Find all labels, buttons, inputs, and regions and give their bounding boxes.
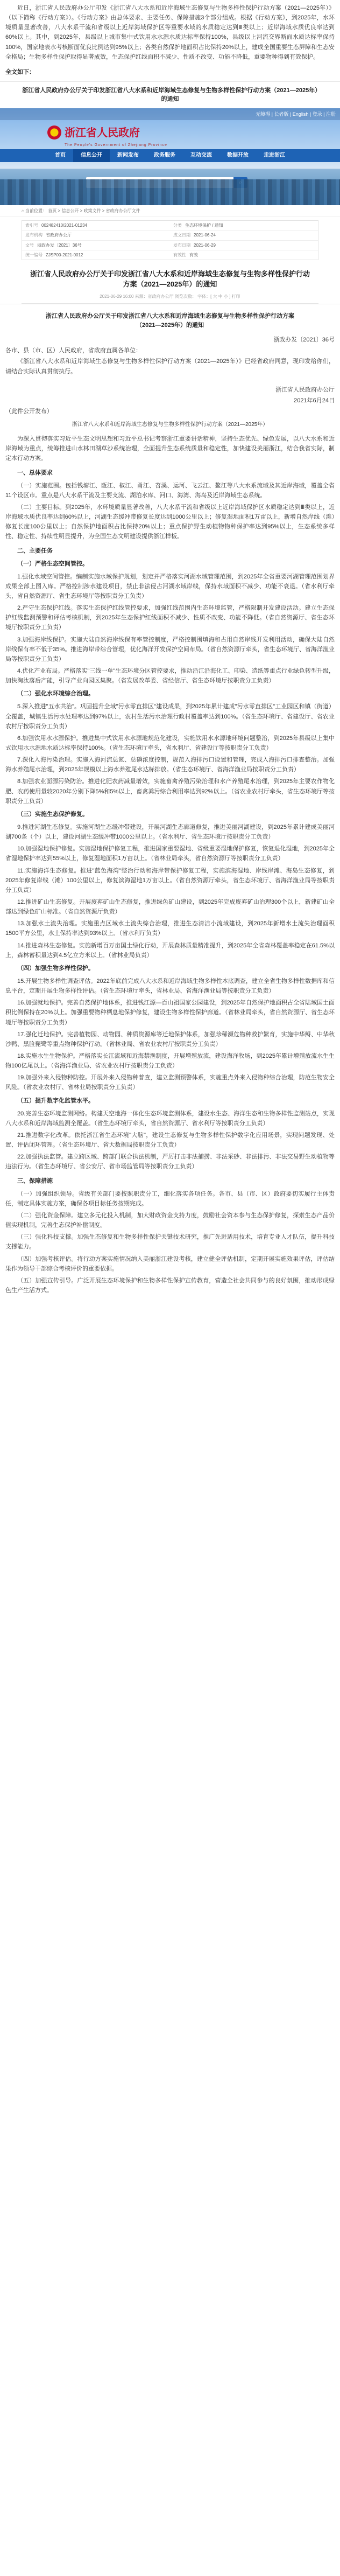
- main-menu: [0, 149, 340, 162]
- document-meta-table: [22, 220, 318, 260]
- meta-row: [22, 231, 318, 240]
- meta-row: [22, 221, 318, 231]
- subsection-paragraph: 6.加强饮用水水源保护。推进集中式饮用水水源地规范化建设，实施饮用水水源地环境问题整治，到2025年县级以上集中式饮用水水源地水质达标率保持100%。（省生态环境厅牵头，省水利厅、省建设厅等按职责分工负责）: [5, 735, 335, 752]
- national-emblem-icon: [47, 125, 61, 139]
- menu-item[interactable]: 首页: [55, 152, 66, 158]
- subsection-paragraph: 19.加强外来入侵物种防控。开展外来入侵物种普查，建立监测预警体系，实施重点外来入侵物种综合治理，防范生物安全风险。（省农业农村厅、省林业局按职责分工负责）: [5, 1074, 335, 1091]
- site-logo-text: 浙江省人民政府: [65, 127, 140, 139]
- section-heading: 一、总体要求: [17, 469, 53, 476]
- subsection-paragraph: 9.推进河湖生态修复。实施河湖生态缓冲带建设，开展河湖生态廊道修复，推进美丽河湖建设，到2025年累计建成美丽河湖700条（个）以上，建设河湖生态缓冲带1000公里以上。（省水利厅、省生态环境厅按职责分工负责）: [5, 824, 335, 841]
- site-banner: [0, 108, 340, 205]
- section-paragraph: （五）加强宣传引导。广泛开展生态环境保护和生物多样性保护宣传教育，营造全社会共同参与的良好氛围，推动形成绿色生产生活方式。: [5, 1277, 335, 1294]
- meta-key: 成文日期: [173, 233, 190, 238]
- subsection-paragraph: 8.加强农业面源污染防治。推进化肥农药减量增效，实施畜禽养殖污染治理和水产养殖尾水治理，到2025年主要农作物化肥、农药使用量较2020年分别下降5%和5%以上，畜禽粪污综合利用率达到92%以上。（省农业农村厅牵头，省生态环境厅等按职责分工负责）: [5, 778, 335, 805]
- plan-title: 浙江省八大水系和近岸海域生态修复与生物多样性保护行动方案（2021—2025年）: [72, 422, 268, 428]
- meta-cell: [22, 250, 170, 260]
- meta-key: 文号: [25, 242, 34, 248]
- subsection-heading: （三）实施生态保护修复。: [17, 811, 88, 818]
- screenshot-header-title: 浙江省人民政府办公厅关于印发浙江省八大水系和近岸海域生态修复与生物多样性保护行动方案（2021—2025年）的通知: [22, 87, 318, 103]
- subsection-paragraph: 22.加强执法监管。建立跨区域、跨部门联合执法机制，严厉打击非法捕捞、非法采砂、非法排污、非法交易野生动植物等违法行为。（省生态环境厅、省公安厅、省市场监管局等按职责分工负责）: [5, 1154, 335, 1170]
- menu-item[interactable]: 走进浙江: [264, 152, 285, 158]
- issue-date: 2021年6月24日: [294, 397, 335, 404]
- site-logo[interactable]: [65, 124, 167, 149]
- subsection-paragraph: 16.加强就地保护。完善自然保护地体系，推进钱江源—百山祖国家公园建设，到2025年自然保护地面积占全省陆域国土面积比例保持在20%以上。加强重要物种栖息地保护修复，建设生物多样性保护廊道。（省林业局牵头，省自然资源厅、省生态环境厅等按职责分工负责）: [5, 1000, 335, 1026]
- section-paragraph: （一）加强组织领导。省级有关部门要按照职责分工，细化落实各项任务。各市、县（市、区）政府要切实履行主体责任，制定具体实施方案，确保各项目标任务按期完成。: [5, 1190, 335, 1207]
- subsection-paragraph: 12.推进矿山生态修复。开展废弃矿山生态修复，推进绿色矿山建设，到2025年完成废弃矿山治理300个以上，新建矿山全部达到绿色矿山标准。（省自然资源厅负责）: [5, 899, 335, 916]
- meta-cell: [170, 250, 318, 260]
- subsection-paragraph: 7.深化入海污染治理。实施入海河流总氮、总磷浓度控制，规范入海排污口设置和管理，完成入海排污口排查整治。加强海水养殖尾水治理，到2025年规模以上海水养殖尾水达标排放。（省生态环境厅、省海洋渔业局按职责分工负责）: [5, 757, 335, 773]
- subsection-heading: （五）提升数字化监管水平。: [17, 1097, 94, 1104]
- city-skyline-image: [0, 179, 340, 205]
- menu-item[interactable]: 互动交流: [190, 152, 212, 158]
- meta-value: 002482410/2021-01234: [41, 223, 87, 228]
- notice-title: 浙江省人民政府办公厅关于印发浙江省八大水系和近岸海域生态修复与生物多样性保护行动方案（2021—2025年）的通知: [46, 313, 294, 329]
- menu-item[interactable]: 数据开放: [227, 152, 249, 158]
- document-title: 浙江省人民政府办公厅关于印发浙江省八大水系和近岸海域生态修复与生物多样性保护行动方案（2021—2025年）的通知: [30, 269, 310, 289]
- meta-row: [22, 241, 318, 250]
- subsection-paragraph: 20.完善生态环境监测网络。构建天空地海一体化生态环境监测体系，建设水生态、海洋生态和生物多样性监测站点，实现八大水系和近岸海域监测全覆盖。（省生态环境厅牵头，省自然资源厅、省水利厅等按职责分工负责）: [5, 1110, 335, 1127]
- meta-key: 有效性: [173, 252, 186, 257]
- meta-value: 生态环境保护 / 通知: [185, 223, 223, 228]
- meta-value: 2021-06-24: [194, 233, 216, 238]
- meta-value: 省政府办公厅: [46, 233, 72, 238]
- breadcrumb[interactable]: ⌂ 当前位置： 首页 > 信息公开 > 政策文件 > 省政府办公厅文件: [0, 205, 340, 217]
- subsection-paragraph: 15.开展生物多样性调查评估。2022年底前完成八大水系和近岸海域生物多样性本底调查，建立全省生物多样性数据库和信息平台，定期开展生物多样性评估。（省生态环境厅牵头，省林业局、省海洋渔业局等按职责分工负责）: [5, 978, 335, 995]
- section-heading: 三、保障措施: [17, 1177, 53, 1184]
- subsection-heading: （四）加强生物多样性保护。: [17, 965, 94, 972]
- plan-sections: [0, 468, 340, 1296]
- embedded-page-screenshot: [0, 81, 340, 304]
- subsection-paragraph: 5.深入推进"五水共治"。巩固提升全域"污水零直排区"建设成果，到2025年累计建成"污水零直排区"工业园区和镇（街道）全覆盖，城镇生活污水处理率达到97%以上，农村生活污水治理行政村覆盖率达到100%。（省生态环境厅、省建设厅、省农业农村厅按职责分工负责）: [5, 703, 335, 730]
- subsection-paragraph: 2.严守生态保护红线。落实生态保护红线管控要求，加强红线范围内生态环境监管，严格限制开发建设活动。建立生态保护红线监测预警和评估考核机制，到2025年生态保护红线面积不减少、性质不改变、功能不降低。（省自然资源厅、省生态环境厅按职责分工负责）: [5, 605, 335, 631]
- meta-cell: [22, 221, 170, 230]
- meta-cell: [22, 231, 170, 240]
- subsection-paragraph: 17.强化迁地保护。完善植物园、动物园、种质资源库等迁地保护体系，加强珍稀濒危物种救护繁育，实施中华鲟、中华秋沙鸭、黑脸琵鹭等重点物种保护行动。（省林业局、省农业农村厅按职责分工负责）: [5, 1031, 335, 1048]
- menu-item[interactable]: 政务服务: [154, 152, 175, 158]
- site-logo-subtitle: The People's Government of Zhejiang Province: [65, 143, 167, 147]
- meta-row: [22, 250, 318, 260]
- meta-cell: [22, 241, 170, 250]
- subsection-paragraph: 13.加强水土流失治理。实施重点区域水土流失综合治理，推进生态清洁小流域建设，到2025年新增水土流失治理面积1500平方公里，水土保持率达到93%以上。（省水利厅负责）: [5, 920, 335, 937]
- subsection-paragraph: 1.强化水域空间管控。编制实施水域保护规划，划定并严格落实河湖水域管理范围，到2025年全省重要河湖管理范围划界成果全部上图入库。严格控制涉水建设项目，禁止非法侵占河湖水域岸线，保持水域面积不减少、功能不衰退。（省水利厅牵头，省自然资源厅、省生态环境厅等按职责分工负责）: [5, 573, 335, 600]
- meta-cell: [170, 231, 318, 240]
- issuer: 浙江省人民政府办公厅: [275, 386, 335, 393]
- meta-value: 浙政办发〔2021〕36号: [37, 242, 82, 248]
- meta-value: ZJSP00-2021-0012: [46, 252, 83, 257]
- top-nav-links[interactable]: 无障碍 | 长者版 | English | 登录 | 注册: [256, 111, 336, 117]
- section-paragraph: （四）加强考核评估。将行动方案实施情况纳入美丽浙江建设考核，建立健全评估机制，定期开展实施效果评估，评估结果作为领导干部综合考核评价的重要依据。: [5, 1255, 335, 1272]
- meta-cell: [170, 221, 318, 230]
- meta-value: 有效: [189, 252, 198, 257]
- section-heading: 二、主要任务: [17, 547, 53, 554]
- section-paragraph: （一）实施范围。包括钱塘江、瓯江、椒江、甬江、苕溪、运河、飞云江、鳌江等八大水系流域及其近岸海域，覆盖全省11个设区市。重点是八大水系干流及主要支流、湖泊水库、河口、海湾、海岛及近岸海域生态系统。: [5, 482, 335, 499]
- subsection-heading: （一）严格生态空间管控。: [17, 560, 88, 567]
- subsection-paragraph: 18.实施水生生物保护。严格落实长江流域和近海禁渔制度，开展增殖放流，建设海洋牧场，到2025年累计增殖放流水生生物100亿尾以上。（省海洋渔业局、省农业农村厅按职责分工负责）: [5, 1052, 335, 1070]
- meta-value: 2021-06-29: [194, 242, 216, 248]
- meta-key: 发布机构: [25, 233, 42, 238]
- meta-cell: [170, 241, 318, 250]
- menu-item[interactable]: 新闻发布: [117, 152, 139, 158]
- preamble: 为深入贯彻落实习近平生态文明思想和习近平总书记考察浙江重要讲话精神，坚持生态优先、绿色发展，以八大水系和近岸海域为重点，统筹推进山水林田湖草沙系统治理，全面提升生态系统质量和稳定性，加快建设美丽浙江，结合我省实际，制定本行动方案。: [5, 436, 335, 462]
- article-tools-bar[interactable]: 2021-06-29 16:00 来源：省政府办公厅 浏览次数： 字体：[ 大 中 小 ] 打印: [22, 293, 318, 304]
- meta-key: 发布日期: [173, 242, 190, 248]
- notice-body: 《浙江省八大水系和近岸海域生态修复与生物多样性保护行动方案（2021—2025年）》已经省政府同意，现印发给你们，请结合实际认真贯彻执行。: [5, 358, 335, 375]
- meta-key: 分类: [173, 223, 182, 228]
- subsection-paragraph: 4.优化产业布局。严格落实"三线一单"生态环境分区管控要求，推动沿江沿海化工、印染、造纸等重点行业绿色转型升级，加快淘汰落后产能，引导产业向园区集聚。（省发展改革委、省经信厅、省生态环境厅按职责分工负责）: [5, 668, 335, 685]
- disclosure-note: （此件公开发布）: [5, 408, 53, 415]
- subsection-paragraph: 10.加强湿地保护修复。实施湿地保护修复工程，推进国家重要湿地、省级重要湿地保护修复，恢复退化湿地，到2025年全省湿地保护率达到55%以上，修复湿地面积1万亩以上。（省林业局牵头，省自然资源厅等按职责分工负责）: [5, 846, 335, 862]
- source-label: 全文如下：: [5, 68, 35, 75]
- subsection-paragraph: 14.推进森林生态修复。实施新增百万亩国土绿化行动，开展森林质量精准提升，到2025年全省森林覆盖率稳定在61.5%以上，森林蓄积量达到4.5亿立方米以上。（省林业局负责）: [5, 942, 335, 959]
- doc-number: 浙政办发〔2021〕36号: [273, 337, 335, 344]
- section-paragraph: （二）主要目标。到2025年，水环境质量显著改善，八大水系干流和省级以上近岸海域保护区水质稳定达到Ⅲ类以上，近岸海域水质优良率达到60%以上，河湖生态缓冲带修复长度达到1000公里以上；修复湿地面积1万亩以上，新增自然岸线（滩）修复长度100公里以上；自然保护地面积占比保持20%以上；重点保护野生动植物物种保护率达到95%以上，生态系统多样性、稳定性、持续性明显提升，为全国生态文明建设提供浙江样板。: [5, 504, 335, 540]
- section-paragraph: （二）强化资金保障。建立多元化投入机制，加大财政资金支持力度，鼓励社会资本参与生态保护修复，探索生态产品价值实现机制，完善生态保护补偿制度。: [5, 1212, 335, 1229]
- intro-paragraph: 近日，浙江省人民政府办公厅印发《浙江省八大水系和近岸海域生态修复与生物多样性保护行动方案（2021—2025年）》（以下简称《行动方案》）。《行动方案》由总体要求、主要任务、保障措施3个部分组成。根据《行动方案》，到2025年，水环境质量显著改善，八大水系干流和省级以上近岸海域保护区等重要水域的水质稳定达到Ⅲ类以上；近岸海域水质优良率达到60%以上。其中，到2025年，县级以上城市集中式饮用水水源水质达标率保持100%，县级以上河流交界断面水质达标率保持100%，国家地表水考核断面优良比例达到95%以上；各类自然保护地面积占比保持20%以上，建成全国重要生态屏障和生态安全格局；生物多样性保护取得显著成效，生态保护红线面积不减少、性质不改变、功能不降低，重要物种得到有效保护。: [5, 5, 335, 60]
- subsection-heading: （二）强化水环境综合治理。: [17, 690, 94, 697]
- top-nav-bar: [0, 108, 340, 120]
- meta-key: 统一编号: [25, 252, 42, 257]
- section-paragraph: （三）强化科技支撑。加强生态修复和生物多样性保护关键技术研究，推广先进适用技术，培育专业人才队伍，提升科技支撑能力。: [5, 1234, 335, 1251]
- menu-item[interactable]: 信息公开: [73, 149, 110, 162]
- addressee: 各市、县（市、区）人民政府，省政府直属各单位：: [5, 347, 141, 354]
- meta-key: 索引号: [25, 223, 38, 228]
- subsection-paragraph: 3.加强海岸线保护。实施大陆自然海岸线保有率管控制度，严格控制围填海和占用自然岸线开发利用活动，确保大陆自然岸线保有率不低于35%。推进海岸带综合管理，优化海洋开发保护空间布局。（省自然资源厅牵头，省生态环境厅、省海洋渔业局等按职责分工负责）: [5, 636, 335, 662]
- subsection-paragraph: 21.推进数字化改革。依托浙江省生态环境"大脑"，建设生态修复与生物多样性保护数字化应用场景，实现问题发现、处置、评估闭环管理。（省生态环境厅、省大数据局按职责分工负责）: [5, 1132, 335, 1149]
- subsection-paragraph: 11.实施海洋生态修复。推进"蓝色海湾"整治行动和海岸带保护修复工程，实施滨海湿地、岸线岸滩、海岛生态修复，到2025年修复岸线（滩）100公里以上，修复滨海湿地1万亩以上。（省自然资源厅牵头，省生态环境厅、省海洋渔业局等按职责分工负责）: [5, 867, 335, 893]
